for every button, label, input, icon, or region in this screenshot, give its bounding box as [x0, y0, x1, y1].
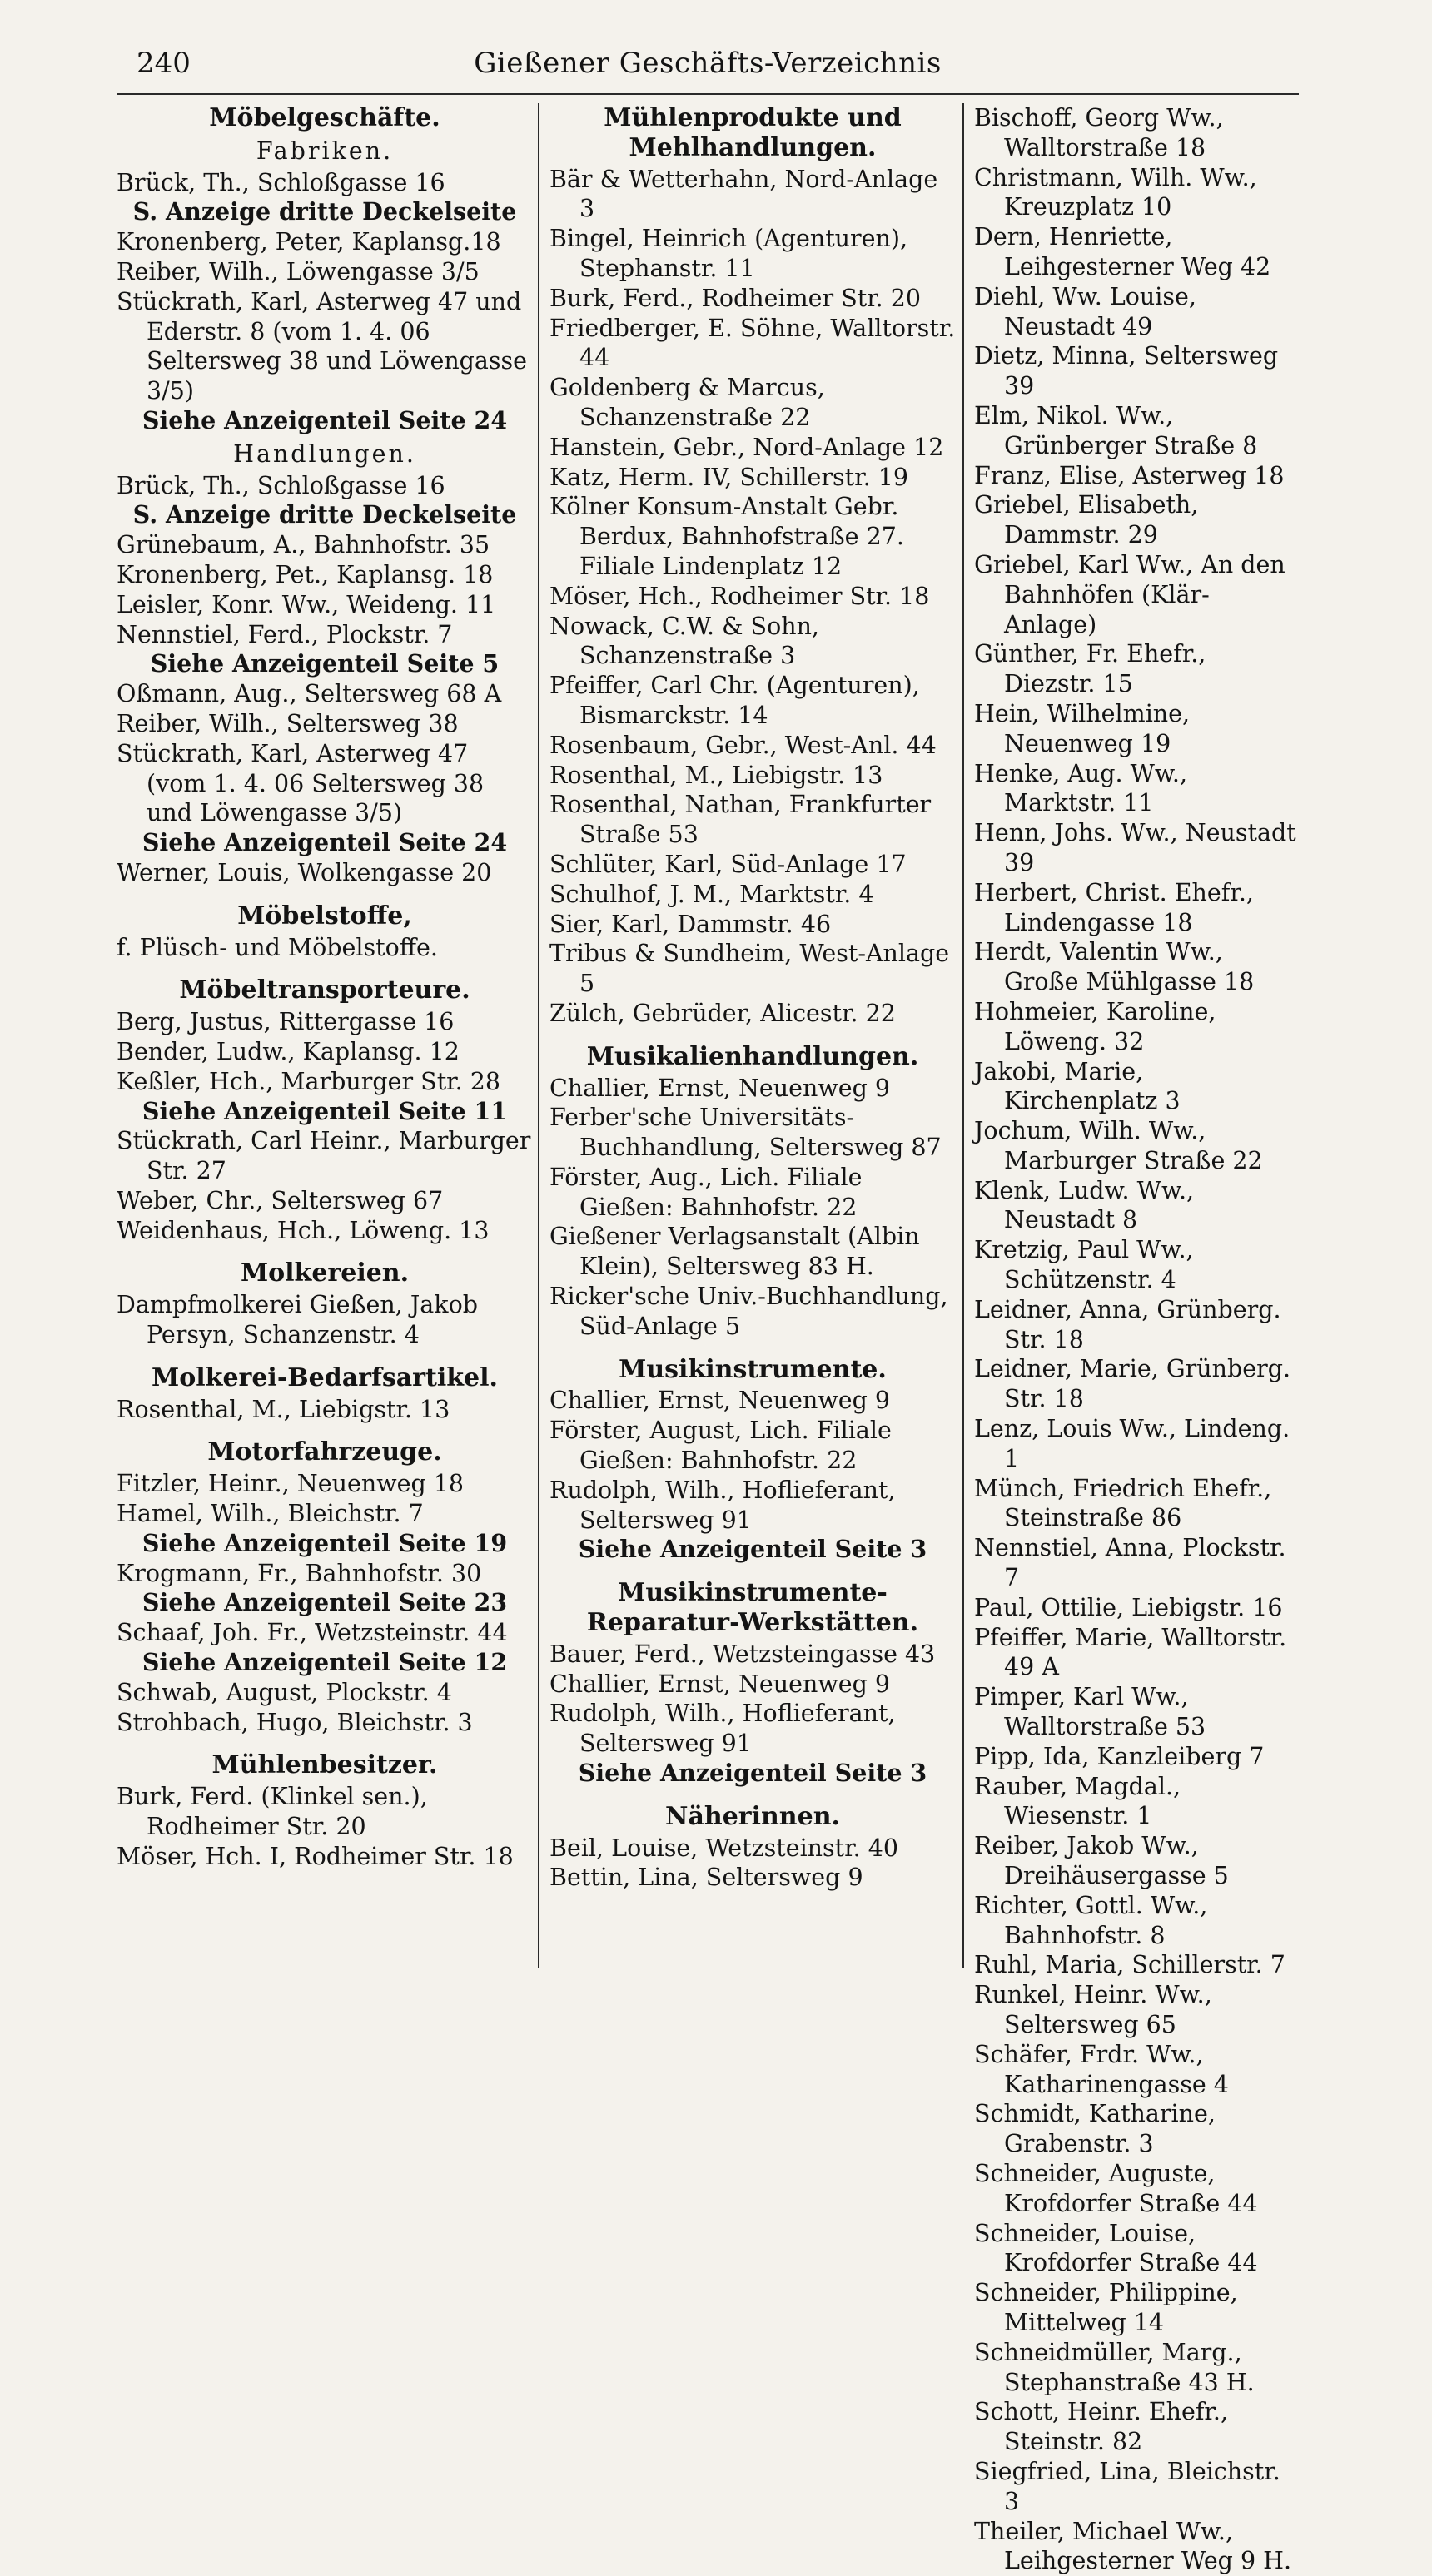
directory-entry: Rosenthal, Nathan, Frankfurter Straße 53	[549, 791, 932, 849]
directory-entry: Bär & Wetterhahn, Nord-Anlage 3	[549, 165, 938, 223]
directory-entry: Fitzler, Heinr., Neuenweg 18	[117, 1470, 465, 1498]
entry-list	[117, 1782, 533, 1871]
directory-entry: Bingel, Heinrich (Agenturen), Stephanstr. 11	[549, 225, 908, 282]
directory-entry: Hein, Wilhelmine, Neuenweg 19	[974, 699, 1191, 757]
directory-entry: Strohbach, Hugo, Bleichstr. 3	[117, 1708, 473, 1736]
directory-entry: Reiber, Jakob Ww., Dreihäusergasse 5	[974, 1832, 1229, 1890]
directory-entry: Klenk, Ludw. Ww., Neustadt 8	[974, 1176, 1195, 1234]
section-moebelstoffe	[117, 901, 533, 963]
directory-entry: Schlüter, Karl, Süd-Anlage 17	[549, 850, 907, 878]
directory-entry: Schwab, August, Plockstr. 4	[117, 1678, 452, 1706]
directory-entry: Jochum, Wilh. Ww., Marburger Straße 22	[974, 1117, 1263, 1174]
directory-entry: Leidner, Anna, Grünberg. Str. 18	[974, 1295, 1281, 1353]
section-heading: Möbelstoffe,	[237, 901, 412, 931]
directory-entry: Burk, Ferd., Rodheimer Str. 20	[549, 284, 922, 312]
advert-reference: S. Anzeige dritte Deckelseite	[132, 197, 517, 226]
directory-entry: Schaaf, Joh. Fr., Wetzsteinstr. 44	[117, 1619, 508, 1647]
directory-entry: Oßmann, Aug., Seltersweg 68 A	[117, 680, 502, 708]
directory-entry: Sier, Karl, Dammstr. 46	[549, 910, 832, 938]
section-molkereien	[117, 1258, 533, 1349]
entry-list	[117, 471, 533, 888]
entry-list	[549, 1386, 956, 1565]
directory-entry: Runkel, Heinr. Ww., Seltersweg 65	[974, 1981, 1212, 2038]
page-number: 240	[137, 47, 191, 80]
directory-entry: Franz, Elise, Asterweg 18	[974, 461, 1285, 489]
directory-entry: Schneider, Louise, Krofdorfer Straße 44	[974, 2219, 1258, 2277]
directory-entry: Nowack, C.W. & Sohn, Schanzenstraße 3	[549, 612, 819, 670]
directory-entry: Paul, Ottilie, Liebigstr. 16	[974, 1593, 1283, 1621]
directory-entry: Nennstiel, Ferd., Plockstr. 7	[117, 620, 453, 648]
directory-entry: Kölner Konsum-Anstalt Gebr. Berdux, Bahnhofstraße 27. Filiale Lindenplatz 12	[549, 493, 904, 580]
directory-entry: Hamel, Wilh., Bleichstr. 7	[117, 1500, 424, 1528]
entry-list	[117, 168, 533, 436]
directory-entry: Kronenberg, Peter, Kaplansg.18	[117, 228, 501, 256]
directory-entry: Dern, Henriette, Leihgesterner Weg 42	[974, 223, 1271, 280]
directory-entry: Rosenbaum, Gebr., West-Anl. 44	[549, 731, 937, 759]
directory-entry: Günther, Fr. Ehefr., Diezstr. 15	[974, 640, 1206, 698]
section-heading: Möbeltransporteure.	[179, 975, 470, 1005]
subsection-heading: Handlungen.	[233, 439, 416, 468]
entry-list	[974, 103, 1299, 2576]
directory-entry: Weber, Chr., Seltersweg 67	[117, 1186, 444, 1214]
directory-entry: Schott, Heinr. Ehefr., Steinstr. 82	[974, 2398, 1229, 2456]
directory-entry: Goldenberg & Marcus, Schanzenstraße 22	[549, 374, 825, 431]
directory-entry: Friedberger, E. Söhne, Walltorstr. 44	[549, 314, 956, 372]
page-title: Gießener Geschäfts-Verzeichnis	[474, 47, 942, 80]
directory-entry: Ricker'sche Univ.-Buchhandlung, Süd-Anlage 5	[549, 1283, 948, 1340]
section-moebelgeschaefte	[117, 103, 533, 888]
entry-list	[549, 165, 956, 1029]
section-heading: Molkereien.	[240, 1258, 410, 1288]
section-musikinstrumente	[549, 1355, 956, 1566]
directory-entry: Stückrath, Carl Heinr., Marburger Str. 27	[117, 1127, 531, 1185]
directory-entry: Henn, Johs. Ww., Neustadt 39	[974, 819, 1296, 876]
directory-entry: Theiler, Michael Ww., Leihgesterner Weg 9 H.	[974, 2517, 1292, 2575]
advert-reference: Siehe Anzeigenteil Seite 24	[142, 405, 508, 434]
directory-entry: Bischoff, Georg Ww., Walltorstraße 18	[974, 104, 1224, 161]
directory-entry: Christmann, Wilh. Ww., Kreuzplatz 10	[974, 163, 1257, 221]
entry-list	[117, 1290, 533, 1350]
directory-entry: Ruhl, Maria, Schillerstr. 7	[974, 1951, 1285, 1979]
entry-list	[549, 1640, 956, 1789]
directory-entry: Siegfried, Lina, Bleichstr. 3	[974, 2457, 1280, 2515]
entry-list	[117, 933, 533, 963]
directory-entry: Ferber'sche Universitäts-Buchhandlung, Seltersweg 87	[549, 1104, 942, 1162]
column-left	[117, 103, 538, 1968]
section-molkerei-bedarf	[117, 1363, 533, 1425]
directory-entry: Pfeiffer, Marie, Walltorstr. 49 A	[974, 1623, 1287, 1681]
directory-entry: Schmidt, Katharine, Grabenstr. 3	[974, 2100, 1216, 2158]
directory-entry: Schneidmüller, Marg., Stephanstraße 43 H.	[974, 2338, 1255, 2396]
directory-entry: Tribus & Sundheim, West-Anlage 5	[549, 940, 950, 998]
directory-entry: Henke, Aug. Ww., Marktstr. 11	[974, 759, 1188, 817]
directory-entry: Griebel, Karl Ww., An den Bahnhöfen (Klär-Anlage)	[974, 550, 1285, 638]
section-motorfahrzeuge	[117, 1437, 533, 1737]
section-reparatur-werkstaetten	[549, 1578, 956, 1789]
directory-entry: Beil, Louise, Wetzsteinstr. 40	[549, 1834, 898, 1862]
directory-entry: Bender, Ludw., Kaplansg. 12	[117, 1037, 460, 1065]
advert-reference: Siehe Anzeigenteil Seite 12	[142, 1648, 508, 1677]
entry-list	[117, 1469, 533, 1737]
directory-entry: Hohmeier, Karoline, Löweng. 32	[974, 997, 1216, 1055]
section-heading: Musikinstrumente-Reparatur-Werkstätten.	[586, 1578, 919, 1638]
section-heading: Möbelgeschäfte.	[209, 103, 440, 132]
advert-reference: Siehe Anzeigenteil Seite 23	[142, 1588, 508, 1617]
directory-entry: Schulhof, J. M., Marktstr. 4	[549, 880, 874, 908]
directory-entry: Krogmann, Fr., Bahnhofstr. 30	[117, 1559, 482, 1587]
directory-entry: Schäfer, Frdr. Ww., Katharinengasse 4	[974, 2040, 1229, 2098]
directory-entry: Dietz, Minna, Seltersweg 39	[974, 342, 1279, 400]
column-middle	[538, 103, 962, 1968]
directory-entry: Katz, Herm. IV, Schillerstr. 19	[549, 463, 908, 491]
section-heading: Musikinstrumente.	[619, 1354, 887, 1384]
directory-entry: Pimper, Karl Ww., Walltorstraße 53	[974, 1683, 1206, 1741]
directory-entry: Lenz, Louis Ww., Lindeng. 1	[974, 1415, 1290, 1472]
advert-reference: Siehe Anzeigenteil Seite 11	[142, 1096, 508, 1125]
section-heading: Molkerei-Bedarfsartikel.	[152, 1362, 498, 1392]
directory-entry: Stückrath, Karl, Asterweg 47 (vom 1. 4. 06 Seltersweg 38 und Löwengasse 3/5)	[117, 739, 485, 827]
directory-entry: Stückrath, Karl, Asterweg 47 und Ederstr. 8 (vom 1. 4. 06 Seltersweg 38 und Löwengasse 3/5)	[117, 287, 528, 405]
section-naeherinnen	[549, 1802, 956, 1893]
entry-list	[549, 1074, 956, 1342]
directory-entry: Leisler, Konr. Ww., Weideng. 11	[117, 590, 496, 618]
directory-entry: Möser, Hch. I, Rodheimer Str. 18	[117, 1842, 514, 1870]
advert-reference: Siehe Anzeigenteil Seite 5	[150, 649, 500, 678]
advert-reference: Siehe Anzeigenteil Seite 24	[142, 828, 508, 857]
section-musikalienhandlungen	[549, 1042, 956, 1342]
directory-entry: Weidenhaus, Hch., Löweng. 13	[117, 1216, 490, 1244]
directory-entry: Möser, Hch., Rodheimer Str. 18	[549, 582, 930, 610]
directory-entry: Pipp, Ida, Kanzleiberg 7	[974, 1742, 1265, 1770]
directory-entry: Keßler, Hch., Marburger Str. 28	[117, 1067, 501, 1095]
directory-entry: Kronenberg, Pet., Kaplansg. 18	[117, 560, 494, 588]
directory-entry: Griebel, Elisabeth, Dammstr. 29	[974, 491, 1199, 549]
directory-entry: Förster, August, Lich. Filiale Gießen: Bahnhofstr. 22	[549, 1417, 892, 1475]
directory-entry: Kretzig, Paul Ww., Schützenstr. 4	[974, 1236, 1194, 1294]
directory-entry: Zülch, Gebrüder, Alicestr. 22	[549, 999, 896, 1027]
directory-entry: Gießener Verlagsanstalt (Albin Klein), Seltersweg 83 H.	[549, 1223, 920, 1281]
directory-entry: Berg, Justus, Rittergasse 16	[117, 1008, 455, 1036]
directory-entry: Hanstein, Gebr., Nord-Anlage 12	[549, 433, 944, 461]
entry-list	[549, 1834, 956, 1894]
directory-entry: Brück, Th., Schloßgasse 16	[117, 168, 445, 196]
advert-reference: Siehe Anzeigenteil Seite 19	[142, 1528, 508, 1557]
section-muehlenprodukte	[549, 103, 956, 1029]
advert-reference: Siehe Anzeigenteil Seite 3	[578, 1759, 927, 1788]
directory-entry: Brück, Th., Schloßgasse 16	[117, 471, 445, 499]
directory-entry: Rosenthal, M., Liebigstr. 13	[549, 761, 883, 789]
directory-entry: Richter, Gottl. Ww., Bahnhofstr. 8	[974, 1891, 1208, 1949]
page-header	[117, 43, 1299, 95]
directory-entry: Herdt, Valentin Ww., Große Mühlgasse 18	[974, 938, 1255, 996]
directory-entry: Reiber, Wilh., Löwengasse 3/5	[117, 257, 480, 285]
directory-entry: Jakobi, Marie, Kirchenplatz 3	[974, 1057, 1181, 1115]
section-heading: Näherinnen.	[665, 1801, 840, 1831]
directory-entry: Werner, Louis, Wolkengasse 20	[117, 858, 492, 886]
directory-entry: Challier, Ernst, Neuenweg 9	[549, 1387, 891, 1415]
directory-entry: Reiber, Wilh., Seltersweg 38	[117, 709, 459, 737]
directory-entry: Dampfmolkerei Gießen, Jakob Persyn, Schanzenstr. 4	[117, 1291, 478, 1349]
directory-entry: Leidner, Marie, Grünberg. Str. 18	[974, 1355, 1291, 1413]
advert-reference: Siehe Anzeigenteil Seite 3	[578, 1535, 927, 1564]
directory-entry: f. Plüsch- und Möbelstoffe.	[117, 933, 438, 961]
column-right	[962, 103, 1299, 2575]
section-heading: Musikalienhandlungen.	[586, 1041, 919, 1071]
directory-entry: Rosenthal, M., Liebigstr. 13	[117, 1395, 450, 1423]
directory-entry: Rauber, Magdal., Wiesenstr. 1	[974, 1772, 1181, 1830]
directory-entry: Schneider, Philippine, Mittelweg 14	[974, 2279, 1238, 2336]
directory-entry: Burk, Ferd. (Klinkel sen.), Rodheimer Str. 20	[117, 1783, 428, 1841]
section-heading: Motorfahrzeuge.	[207, 1437, 442, 1467]
directory-columns	[117, 103, 1299, 2575]
directory-entry: Nennstiel, Anna, Plockstr. 7	[974, 1534, 1286, 1592]
directory-entry: Schneider, Auguste, Krofdorfer Straße 44	[974, 2159, 1258, 2217]
directory-entry: Bauer, Ferd., Wetzsteingasse 43	[549, 1640, 936, 1668]
directory-entry: Förster, Aug., Lich. Filiale Gießen: Bahnhofstr. 22	[549, 1163, 863, 1221]
directory-entry: Elm, Nikol. Ww., Grünberger Straße 8	[974, 401, 1258, 459]
directory-entry: Herbert, Christ. Ehefr., Lindengasse 18	[974, 878, 1254, 936]
section-heading: Mühlenprodukte und Mehlhandlungen.	[604, 103, 902, 162]
directory-entry: Challier, Ernst, Neuenweg 9	[549, 1074, 891, 1102]
section-moebeltransporteure	[117, 975, 533, 1245]
directory-entry: Münch, Friedrich Ehefr., Steinstraße 86	[974, 1474, 1272, 1532]
directory-entry: Bettin, Lina, Seltersweg 9	[549, 1864, 863, 1892]
section-heading: Mühlenbesitzer.	[211, 1750, 438, 1780]
directory-entry: Rudolph, Wilh., Hoflieferant, Seltersweg 91	[549, 1476, 896, 1534]
entry-list	[117, 1395, 533, 1425]
directory-entry: Pfeiffer, Carl Chr. (Agenturen), Bismarckstr. 14	[549, 672, 920, 729]
directory-entry: Diehl, Ww. Louise, Neustadt 49	[974, 282, 1196, 340]
subsection-heading: Fabriken.	[256, 136, 394, 165]
section-muehlenbesitzer	[117, 1750, 533, 1871]
advert-reference: S. Anzeige dritte Deckelseite	[132, 500, 517, 529]
directory-entry: Grünebaum, A., Bahnhofstr. 35	[117, 531, 490, 559]
entry-list	[117, 1007, 533, 1245]
directory-entry: Challier, Ernst, Neuenweg 9	[549, 1670, 891, 1698]
directory-entry: Rudolph, Wilh., Hoflieferant, Seltersweg 91	[549, 1700, 896, 1758]
